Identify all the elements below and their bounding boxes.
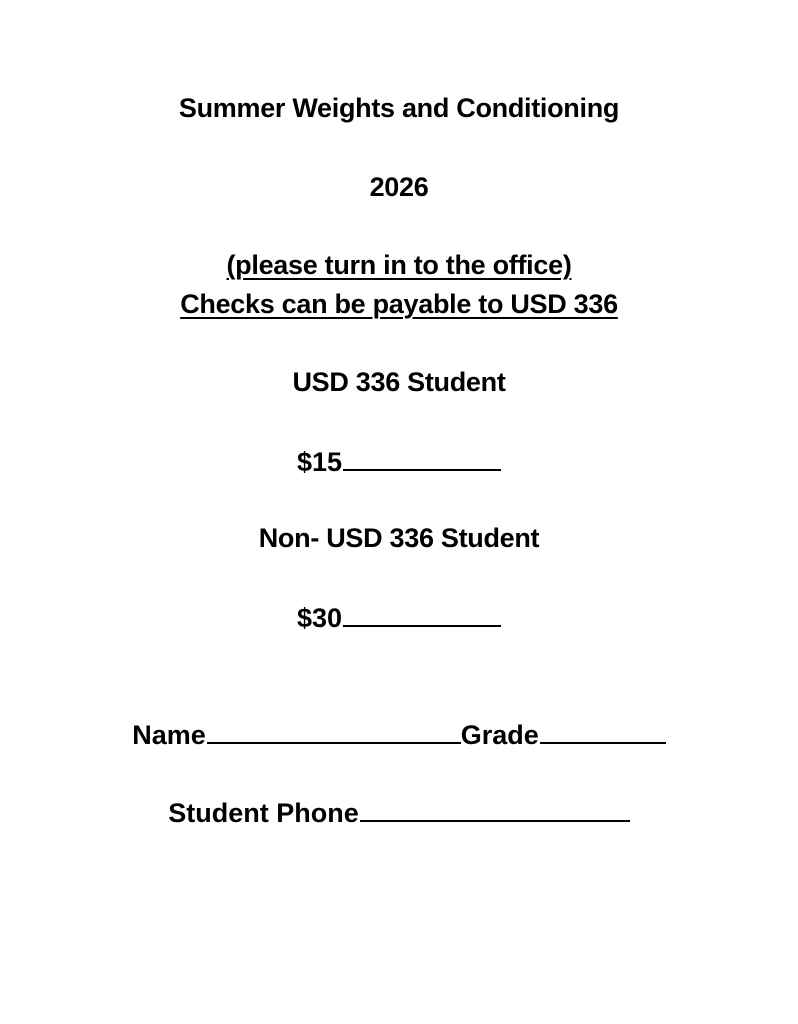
resident-fee-row [0, 445, 798, 478]
phone-row [0, 796, 798, 829]
name-grade-row [0, 718, 798, 751]
payment-note-line [0, 288, 798, 320]
nonresident-fee: $30 [296, 603, 343, 633]
grade-label: Grade [460, 720, 539, 750]
name-blank[interactable] [207, 718, 461, 744]
grade-blank[interactable] [540, 718, 666, 744]
student-phone-label: Student Phone [168, 798, 359, 828]
turn-in-instruction: (please turn in to the office) [226, 250, 572, 280]
nonresident-fee-row [0, 601, 798, 634]
form-year: 2026 [369, 172, 429, 202]
resident-student-label: USD 336 Student [292, 367, 506, 397]
nonresident-fee-blank[interactable] [343, 601, 501, 627]
instruction-line [0, 249, 798, 281]
payment-note: Checks can be payable to USD 336 [180, 289, 618, 319]
form-title: Summer Weights and Conditioning [178, 93, 620, 123]
name-label: Name [132, 720, 206, 750]
nonresident-student-label: Non- USD 336 Student [258, 523, 540, 553]
resident-fee: $15 [296, 447, 343, 477]
student-phone-blank[interactable] [360, 796, 630, 822]
resident-fee-blank[interactable] [343, 445, 501, 471]
